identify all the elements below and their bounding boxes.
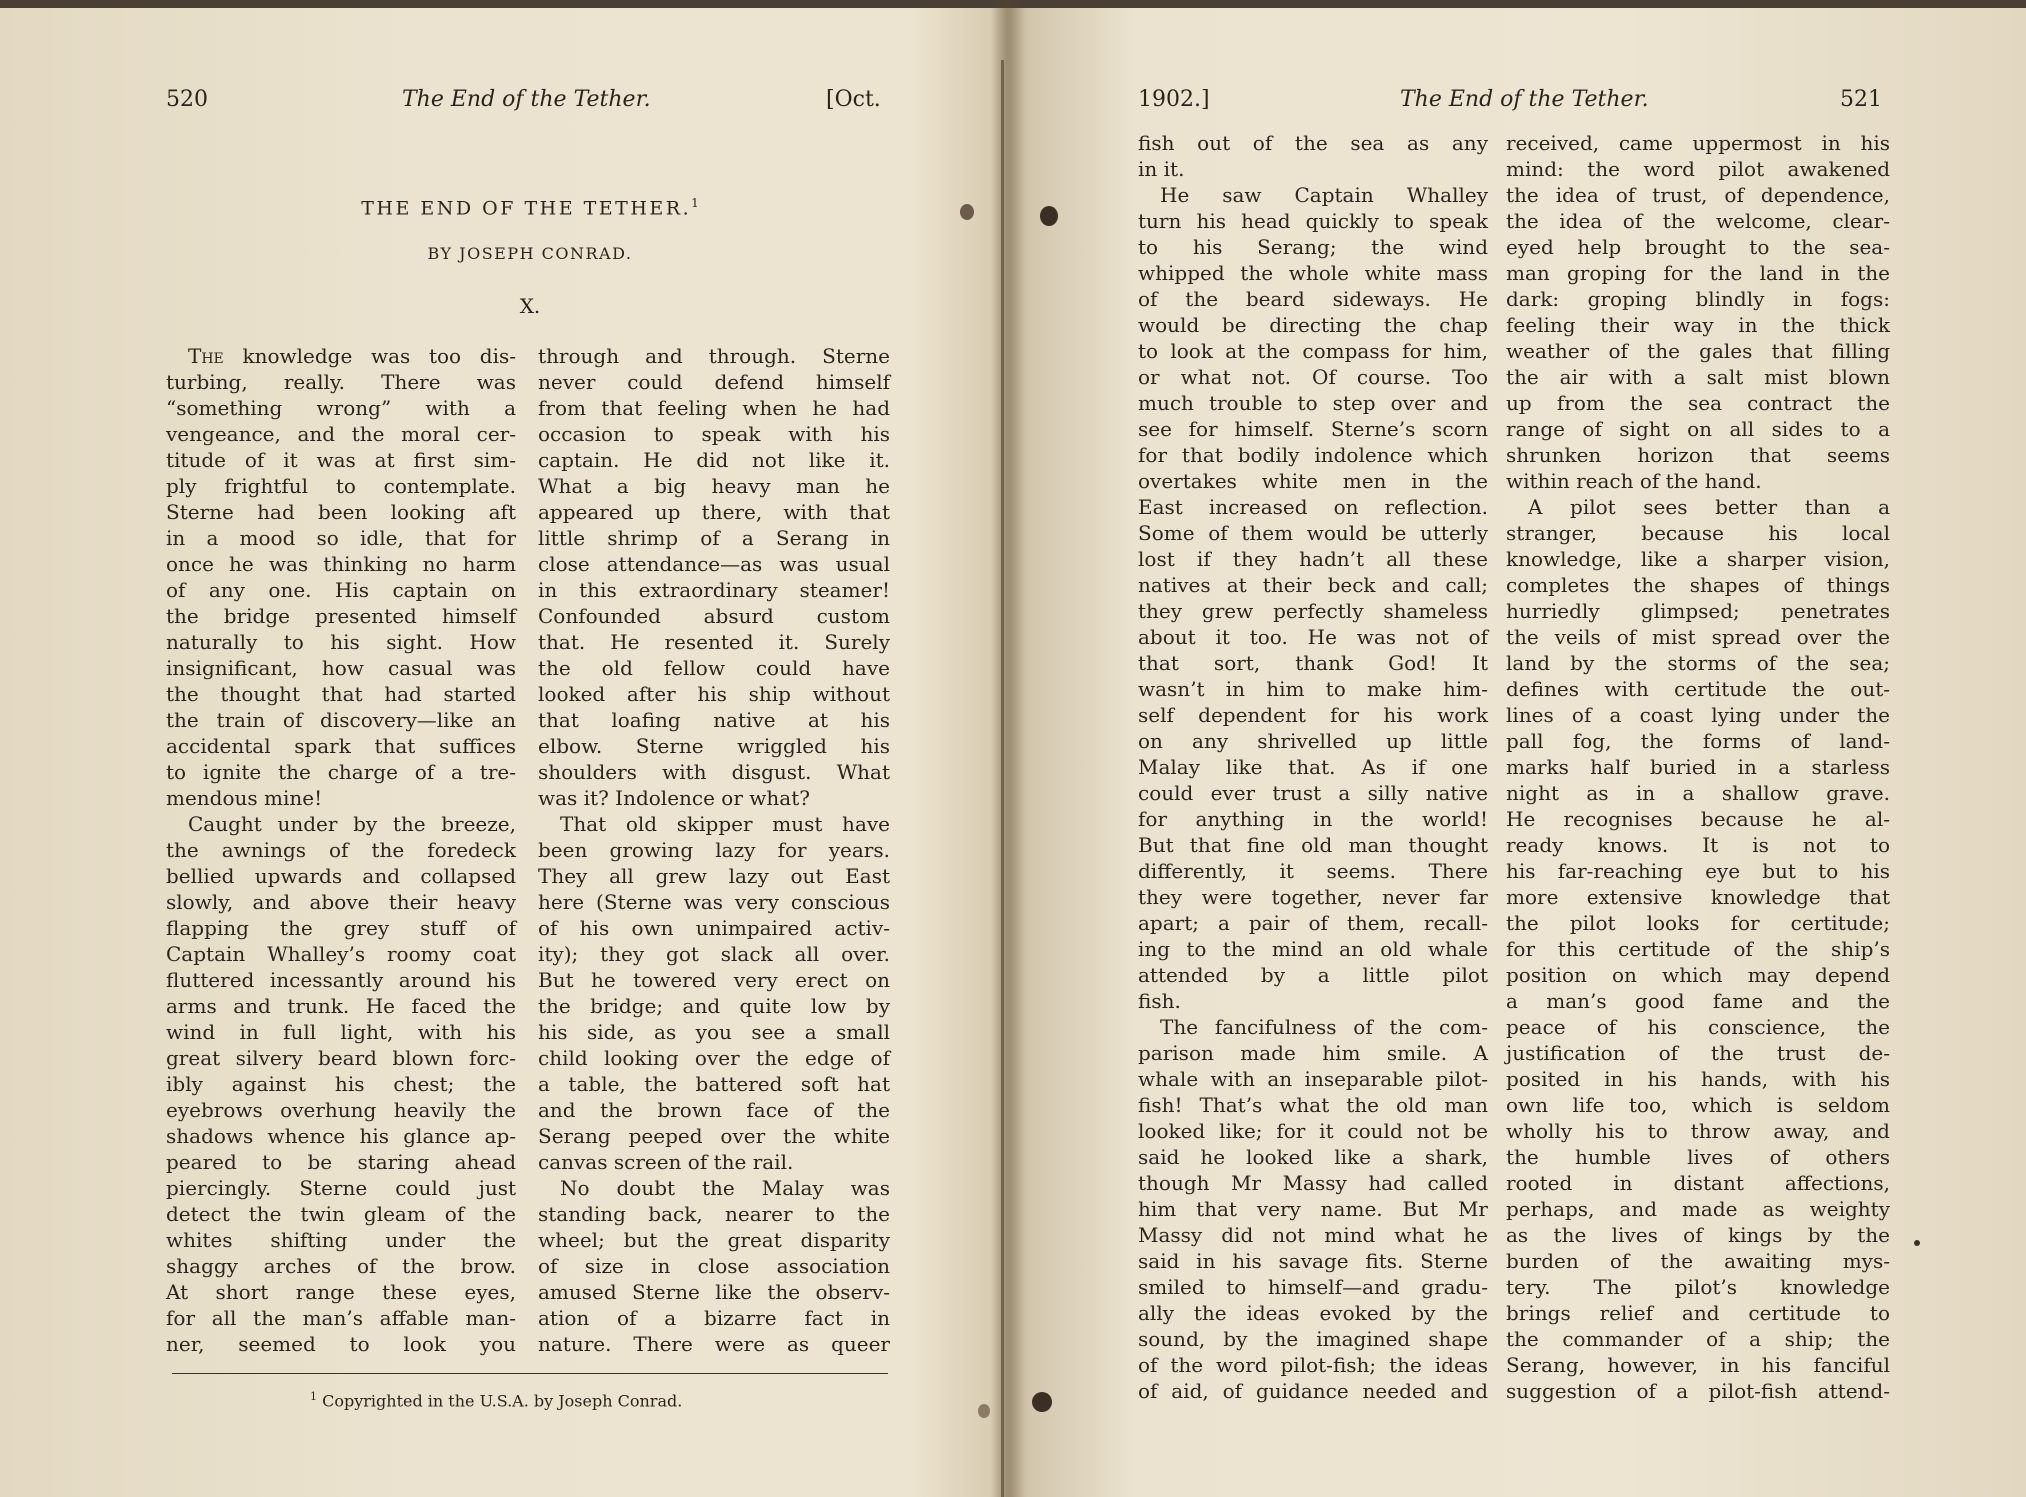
text-line: his side, as you see a small <box>538 1020 890 1044</box>
running-title: The End of the Tether. <box>402 87 651 112</box>
text-line-rest: knowledge was too dis- <box>223 344 516 368</box>
text-line: through and through. Sterne <box>538 344 890 368</box>
running-head-right <box>1138 82 1890 118</box>
text-line: arms and trunk. He faced the <box>166 994 516 1018</box>
text-line: could ever trust a silly native <box>1138 781 1488 805</box>
text-line: and the brown face of the <box>538 1098 890 1122</box>
text-line: a man’s good fame and the <box>1506 989 1890 1013</box>
footnote-text: Copyrighted in the U.S.A. by Joseph Conrad. <box>322 1391 683 1411</box>
right-page-column-1 <box>1138 130 1488 1404</box>
text-line: At short range these eyes, <box>166 1280 516 1304</box>
text-line: self dependent for his work <box>1138 703 1488 727</box>
text-line: Sterne had been looking aft <box>166 500 516 524</box>
running-title: The End of the Tether. <box>1400 87 1649 112</box>
text-line: justification of the trust de- <box>1506 1041 1890 1065</box>
text-line: range of sight on all sides to a <box>1506 417 1890 441</box>
text-line: the pilot looks for certitude; <box>1506 911 1890 935</box>
text-line: for anything in the world! <box>1138 807 1488 831</box>
running-head-left <box>166 82 890 118</box>
text-line: to his Serang; the wind <box>1138 235 1488 259</box>
text-line: ibly against his chest; the <box>166 1072 516 1096</box>
page-number: 520 <box>166 87 208 112</box>
text-line: fish! That’s what the old man <box>1138 1093 1488 1117</box>
ink-speck <box>1914 1240 1920 1246</box>
text-line: the old fellow could have <box>538 656 890 680</box>
text-line: hurriedly glimpsed; penetrates <box>1506 599 1890 623</box>
text-line: mendous mine! <box>166 786 323 810</box>
text-line: That old skipper must have <box>560 812 890 836</box>
text-line: Serang peeped over the white <box>538 1124 890 1148</box>
drop-word: The <box>188 344 224 368</box>
text-line: whipped the whole white mass <box>1138 261 1488 285</box>
text-line: looked after his ship without <box>538 682 890 706</box>
text-line: He recognises because he al- <box>1506 807 1890 831</box>
text-line: No doubt the Malay was <box>560 1176 890 1200</box>
text-line: the humble lives of others <box>1506 1145 1890 1169</box>
text-line: within reach of the hand. <box>1506 469 1762 493</box>
binding-hole <box>978 1404 990 1418</box>
text-line: dark: groping blindly in fogs: <box>1506 287 1890 311</box>
text-line: to look at the compass for him, <box>1138 339 1488 363</box>
text-line: said in his savage fits. Sterne <box>1138 1249 1488 1273</box>
text-line: perhaps, and made as weighty <box>1506 1197 1890 1221</box>
text-line: slowly, and above their heavy <box>166 890 516 914</box>
text-line: his far-reaching eye but to his <box>1506 859 1890 883</box>
text-line: peared to be staring ahead <box>166 1150 516 1174</box>
text-line: of size in close association <box>538 1254 890 1278</box>
text-line: as the lives of kings by the <box>1506 1223 1890 1247</box>
text-line: natives at their beck and call; <box>1138 573 1488 597</box>
text-line: He saw Captain Whalley <box>1160 183 1488 207</box>
text-line: night as in a shallow grave. <box>1506 781 1890 805</box>
text-line: parison made him smile. A <box>1138 1041 1488 1065</box>
text-line: received, came uppermost in his <box>1506 131 1890 155</box>
text-line: shadows whence his glance ap- <box>166 1124 516 1148</box>
binding-hole <box>960 204 974 220</box>
text-line: lines of a coast lying under the <box>1506 703 1890 727</box>
text-line: fluttered incessantly around his <box>166 968 516 992</box>
text-line: or what not. Of course. Too <box>1138 365 1488 389</box>
text-line: whale with an inseparable pilot- <box>1138 1067 1488 1091</box>
text-line: Captain Whalley’s roomy coat <box>166 942 516 966</box>
text-line: fish out of the sea as any <box>1138 131 1488 155</box>
text-line: But he towered very erect on <box>538 968 890 992</box>
text-line: little shrimp of a Serang in <box>538 526 890 550</box>
footnote-mark: 1 <box>310 1390 317 1403</box>
left-page-column-2 <box>538 343 890 1357</box>
text-line: said he looked like a shark, <box>1138 1145 1488 1169</box>
text-line: suggestion of a pilot-fish attend- <box>1506 1379 1890 1403</box>
text-line: was it? Indolence or what? <box>538 786 810 810</box>
text-line: They all grew lazy out East <box>538 864 890 888</box>
right-page <box>1026 0 2026 1497</box>
text-line: posited in his hands, with his <box>1506 1067 1890 1091</box>
text-line: East increased on reflection. <box>1138 495 1488 519</box>
text-line: wind in full light, with his <box>166 1020 516 1044</box>
text-line: ity); they got slack all over. <box>538 942 890 966</box>
text-line: they grew perfectly shameless <box>1138 599 1488 623</box>
text-line: wheel; but the great disparity <box>538 1228 890 1252</box>
text-line: in it. <box>1138 157 1185 181</box>
text-line: the thought that had started <box>166 682 516 706</box>
text-line: titude of it was at first sim- <box>166 448 516 472</box>
text-line: that sort, thank God! It <box>1138 651 1488 675</box>
running-date: [Oct. <box>826 87 881 112</box>
text-line: land by the storms of the sea; <box>1506 651 1890 675</box>
article-title-text: THE END OF THE TETHER. <box>361 197 692 220</box>
text-line: here (Sterne was very conscious <box>538 890 890 914</box>
text-line: of the word pilot-fish; the ideas <box>1138 1353 1488 1377</box>
spine-fold <box>1001 60 1004 1497</box>
text-line: for this certitude of the ship’s <box>1506 937 1890 961</box>
text-line: ply frightful to contemplate. <box>166 474 516 498</box>
text-line: The fancifulness of the com- <box>1160 1015 1488 1039</box>
text-line: ally the ideas evoked by the <box>1138 1301 1488 1325</box>
text-line: Malay like that. As if one <box>1138 755 1488 779</box>
text-line: of any one. His captain on <box>166 578 516 602</box>
text-line: of the beard sideways. He <box>1138 287 1488 311</box>
text-line: the veils of mist spread over the <box>1506 625 1890 649</box>
text-line: shoulders with disgust. What <box>538 760 890 784</box>
text-line: Caught under by the breeze, <box>188 812 516 836</box>
text-line: fish. <box>1138 989 1181 1013</box>
text-line: weather of the gales that filling <box>1506 339 1890 363</box>
text-line: though Mr Massy had called <box>1138 1171 1488 1195</box>
text-line: wasn’t in him to make him- <box>1138 677 1488 701</box>
text-line: eyed help brought to the sea- <box>1506 235 1890 259</box>
chapter-number: X. <box>519 294 541 318</box>
right-page-column-2 <box>1506 130 1890 1404</box>
text-line: insignificant, how casual was <box>166 656 516 680</box>
text-line: close attendance—as was usual <box>538 552 890 576</box>
text-line: Massy did not mind what he <box>1138 1223 1488 1247</box>
text-line: they were together, never far <box>1138 885 1488 909</box>
text-line: from that feeling when he had <box>538 396 890 420</box>
text-line: knowledge, like a sharper vision, <box>1506 547 1890 571</box>
text-line: pall fog, the forms of land- <box>1506 729 1890 753</box>
text-line: “something wrong” with a <box>166 396 516 420</box>
text-line: piercingly. Sterne could just <box>166 1176 516 1200</box>
text-line: apart; a pair of them, recall- <box>1138 911 1488 935</box>
text-line: whites shifting under the <box>166 1228 516 1252</box>
text-line: ner, seemed to look you <box>166 1332 516 1356</box>
text-line: to ignite the charge of a tre- <box>166 760 516 784</box>
text-line: in this extraordinary steamer! <box>538 578 890 602</box>
text-line: the awnings of the foredeck <box>166 838 516 862</box>
article-byline: BY JOSEPH CONRAD. <box>427 244 633 263</box>
text-line: the bridge presented himself <box>166 604 516 628</box>
text-line: appeared up there, with that <box>538 500 890 524</box>
text-line: mind: the word pilot awakened <box>1506 157 1890 181</box>
text-line: of his own unimpaired activ- <box>538 916 890 940</box>
text-line: that. He resented it. Surely <box>538 630 890 654</box>
text-line: the air with a salt mist blown <box>1506 365 1890 389</box>
text-line: Confounded absurd custom <box>538 604 890 628</box>
title-footnote-mark: 1 <box>691 196 699 210</box>
text-line: ready knows. It is not to <box>1506 833 1890 857</box>
text-line: flapping the grey stuff of <box>166 916 516 940</box>
text-line: for that bodily indolence which <box>1138 443 1488 467</box>
text-line: would be directing the chap <box>1138 313 1488 337</box>
text-line: feeling their way in the thick <box>1506 313 1890 337</box>
text-line: the train of discovery—like an <box>166 708 516 732</box>
text-line: occasion to speak with his <box>538 422 890 446</box>
text-line: about it too. He was not of <box>1138 625 1488 649</box>
text-line: child looking over the edge of <box>538 1046 890 1070</box>
text-line: What a big heavy man he <box>538 474 890 498</box>
text-line: ing to the mind an old whale <box>1138 937 1488 961</box>
text-line: marks half buried in a starless <box>1506 755 1890 779</box>
text-line: burden of the awaiting mys- <box>1506 1249 1890 1273</box>
text-line: Some of them would be utterly <box>1138 521 1488 545</box>
page-number: 521 <box>1840 87 1882 112</box>
text-line: position on which may depend <box>1506 963 1890 987</box>
text-line: But that fine old man thought <box>1138 833 1488 857</box>
text-line: more extensive knowledge that <box>1506 885 1890 909</box>
text-line: rooted in distant affections, <box>1506 1171 1890 1195</box>
text-line: brings relief and certitude to <box>1506 1301 1890 1325</box>
text-line: smiled to himself—and gradu- <box>1138 1275 1488 1299</box>
text-line: once he was thinking no harm <box>166 552 516 576</box>
text-line: bellied upwards and collapsed <box>166 864 516 888</box>
text-line: nature. There were as queer <box>538 1332 890 1356</box>
article-title <box>168 188 892 223</box>
text-line: own life too, which is seldom <box>1506 1093 1890 1117</box>
text-line: detect the twin gleam of the <box>166 1202 516 1226</box>
left-page-column-1 <box>166 343 516 1357</box>
text-line: the idea of trust, of dependence, <box>1506 183 1890 207</box>
text-line: shrunken horizon that seems <box>1506 443 1890 467</box>
text-line: never could defend himself <box>538 370 890 394</box>
text-line: up from the sea contract the <box>1506 391 1890 415</box>
text-line: overtakes white men in the <box>1138 469 1488 493</box>
text-line: for all the man’s affable man- <box>166 1306 516 1330</box>
text-line: in a mood so idle, that for <box>166 526 516 550</box>
text-line: turn his head quickly to speak <box>1138 209 1488 233</box>
text-line: eyebrows overhung heavily the <box>166 1098 516 1122</box>
text-line: turbing, really. There was <box>166 370 516 394</box>
running-date: 1902.] <box>1138 87 1210 112</box>
text-line: great silvery beard blown forc- <box>166 1046 516 1070</box>
left-page <box>0 0 1000 1497</box>
text-line: been growing lazy for years. <box>538 838 890 862</box>
text-line: completes the shapes of things <box>1506 573 1890 597</box>
text-line: see for himself. Sterne’s scorn <box>1138 417 1488 441</box>
text-line: man groping for the land in the <box>1506 261 1890 285</box>
text-line: sound, by the imagined shape <box>1138 1327 1488 1351</box>
text-line: that loafing native at his <box>538 708 890 732</box>
text-line: amused Sterne like the observ- <box>538 1280 890 1304</box>
binding-hole <box>1040 206 1058 226</box>
binding-hole <box>1032 1392 1052 1412</box>
text-line: stranger, because his local <box>1506 521 1890 545</box>
text-line: canvas screen of the rail. <box>538 1150 794 1174</box>
text-line: of aid, of guidance needed and <box>1138 1379 1488 1403</box>
text-line: accidental spark that suffices <box>166 734 516 758</box>
text-line: much trouble to step over and <box>1138 391 1488 415</box>
text-line: tery. The pilot’s knowledge <box>1506 1275 1890 1299</box>
text-line: on any shrivelled up little <box>1138 729 1488 753</box>
text-line: captain. He did not like it. <box>538 448 890 472</box>
text-line: differently, it seems. There <box>1138 859 1488 883</box>
text-line: a table, the battered soft hat <box>538 1072 890 1096</box>
text-line: shaggy arches of the brow. <box>166 1254 516 1278</box>
text-line: wholly his to throw away, and <box>1506 1119 1890 1143</box>
text-line: attended by a little pilot <box>1138 963 1488 987</box>
text-line: lost if they hadn’t all these <box>1138 547 1488 571</box>
text-line: Serang, however, in his fanciful <box>1506 1353 1890 1377</box>
text-line: ation of a bizarre fact in <box>538 1306 890 1330</box>
footnote <box>310 1385 682 1413</box>
text-line: defines with certitude the out- <box>1506 677 1890 701</box>
text-line: naturally to his sight. How <box>166 630 516 654</box>
text-line: the idea of the welcome, clear- <box>1506 209 1890 233</box>
text-line: standing back, nearer to the <box>538 1202 890 1226</box>
text-line: A pilot sees better than a <box>1528 495 1890 519</box>
text-line: the commander of a ship; the <box>1506 1327 1890 1351</box>
text-line <box>166 343 516 369</box>
text-line: the bridge; and quite low by <box>538 994 890 1018</box>
footnote-rule <box>172 1373 888 1374</box>
text-line: elbow. Sterne wriggled his <box>538 734 890 758</box>
text-line: him that very name. But Mr <box>1138 1197 1488 1221</box>
text-line: looked like; for it could not be <box>1138 1119 1488 1143</box>
text-line: vengeance, and the moral cer- <box>166 422 516 446</box>
text-line: peace of his conscience, the <box>1506 1015 1890 1039</box>
